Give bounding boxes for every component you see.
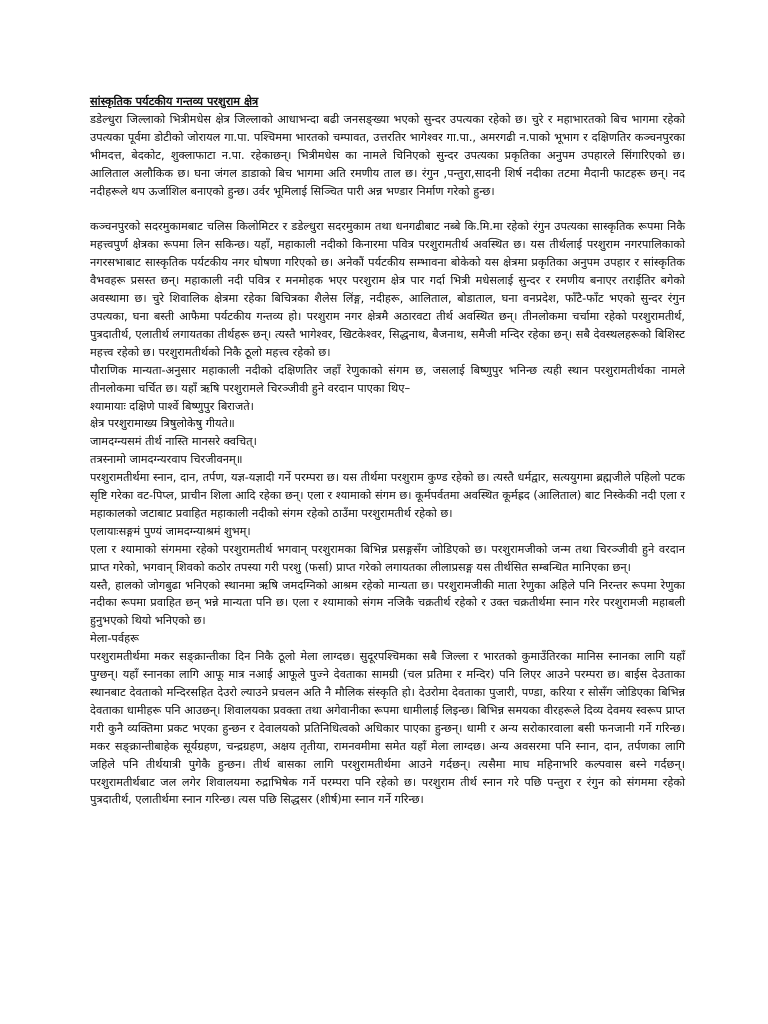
paragraph-rituals: परशुरामतीर्थमा स्नान, दान, तर्पण, यज्ञ-यज्ञादी गर्ने परम्परा छ। यस तीर्थमा परशुराम कुण्ड रहेको छ। त्यस्तै धर्मद्वार, सत्ययुगमा ब्रह्मजीले पहिलो पटक सृष्टि गरेका वट-पिप्ल, प्राचीन शिला आदि रहेका छन्। एला र श्यामाको संगम छ। कूर्मपर्वतमा अवस्थित कूर्मह्रद (आलिताल) बाट निस्केकी नदी एला र महाकालको जटाबाट प्रवाहित महाकाली नदीको संगम रहेको ठाउँमा परशुरामतीर्थ रहेको छ। <box>90 471 685 520</box>
verse-line-3: जामदग्न्यसमं तीर्थ नास्ति मानसरे क्वचित्। <box>90 435 257 449</box>
paragraph-gap <box>90 200 685 218</box>
paragraph-fairs: परशुरामतीर्थमा मकर सङ्क्रान्तीका दिन निकै ठूलो मेला लाग्दछ। सुदूरपश्चिमका सबै जिल्ला र भारतको कुमाउँतिरका मानिस स्नानका लागि यहाँ पुग्छन्। यहाँ स्नानका लागि आफू मात्र नआई आफूले पुज्ने देवताका सामग्री (चल प्रतिमा र मन्दिर) पनि लिएर आउने परम्परा छ। बाईस देउताका स्थानबाट देवताको मन्दिरसहित देउरो ल्याउने प्रचलन अति नै मौलिक संस्कृति हो। देउरोमा देवताका पुजारी, पण्डा, करिया र सोसँग जोडिएका बिभिन्न देवताका धामीहरू पनि आउछन्। शिवालयका प्रवक्ता तथा अगेवानीका रूपमा धामीलाई लिइन्छ। बिभिन्न समयका वीरहरूले दिव्य देवमय स्वरूप प्राप्त गरी कुनै व्यक्तिमा प्रकट भएका हुन्छन र देवालयको प्रतिनिधित्वको अधिकार पाएका हुन्छन्। धामी र अन्य सरोकारवाला बसी फनजानी गर्ने गरिन्छ। मकर सङ्क्रान्तीबाहेक सूर्यग्रहण, चन्द्रग्रहण, अक्षय तृतीया, रामनवमीमा समेत यहाँ मेला लाग्दछ। अन्य अवसरमा पनि स्नान, दान, तर्पणका लागि जहिले पनि तीर्थयात्री पुगेकै हुन्छन। तीर्थ बासका लागि परशुरामतीर्थमा आउने गर्दछन्। त्यसैमा माघ महिनाभरि कल्पवास बस्ने गर्दछन्। परशुरामतीर्थबाट जल लगेर शिवालयमा रुद्राभिषेक गर्ने परम्परा पनि रहेको छ। परशुराम तीर्थ स्नान गरे पछि पन्तुरा र रंगुन को संगममा रहेको पुत्रदातीर्थ, एलातीर्थमा स्नान गरिन्छ। त्यस पछि सिद्धसर (शीर्ष)मा स्नान गर्ने गरिन्छ। <box>90 650 685 807</box>
document-body <box>90 93 685 809</box>
verse-sangam: एलायाःसङ्गमं पुण्यं जामदग्न्याश्रमं शुभम्। <box>90 524 251 538</box>
paragraph-sangam: एला र श्यामाको संगममा रहेको परशुरामतीर्थ भगवान् परशुरामका बिभिन्न प्रसङ्गसँग जोडिएको छ। परशुरामजीको जन्म तथा चिरञ्जीवी हुने वरदान प्राप्त गरेको, भगवान् शिवको कठोर तपस्या गरी परशु (फर्सा) प्राप्त गरेको लगायतका लीलाप्रसङ्ग यस तीर्थसित सम्बन्धित मानिएका छन्। <box>90 542 685 574</box>
verse-line-4: तत्रस्नामो जामदग्न्यरवाप चिरजीवनम्॥ <box>90 453 243 467</box>
paragraph-mythology: पौराणिक मान्यता-अनुसार महाकाली नदीको दक्षिणतिर जहाँ रेणुकाको संगम छ, जसलाई बिष्णुपुर भनिन्छ त्यही स्थान परशुरामतीर्थका नामले तीनलोकमा चर्चित छ। यहाँ ऋषि परशुरामले चिरञ्जीवी हुने वरदान पाएका थिए– <box>90 363 685 395</box>
paragraph-location: कञ्चनपुरको सदरमुकामबाट चलिस किलोमिटर र डडेल्धुरा सदरमुकाम तथा धनगढीबाट नब्बे कि.मि.मा रहेको रंगुन उपत्यका सास्कृतिक रूपमा निकै महत्त्वपुर्ण क्षेत्रका रूपमा लिन सकिन्छ। यहाँ, महाकाली नदीको किनारमा पवित्र परशुरामतीर्थ अवस्थित छ। यस तीर्थलाई परशुराम नगरपालिकाको नगरसभाबाट सास्कृतिक पर्यटकीय नगर घोषणा गरिएको छ। अनेकौं पर्यटकीय सम्भावना बोकेको यस क्षेत्रमा प्रकृतिका अनुपम उपहार र सांस्कृतिक वैभवहरू प्रसस्त छन्। महाकाली नदी पवित्र र मनमोहक भएर परशुराम क्षेत्र पार गर्दा भित्री मधेसलाई सुन्दर र रमणीय बनाएर तराईतिर बगेको अवस्थामा छ। चुरे शिवालिक क्षेत्रमा रहेका बिचित्रका शैलेस लिंङ्ग, नदीहरू, आलिताल, बोडाताल, घना वनप्रदेश, फाँटै-फाँट भएको सुन्दर रंगुन उपत्यका, घना बस्ती आफैमा पर्यटकीय गन्तव्य हो। परशुराम नगर क्षेत्रमै अठारवटा तीर्थ अवस्थित छन्। तीनलोकमा चर्चामा रहेको परशुरामतीर्थ, पुत्रदातीर्थ, एलातीर्थ लगायतका तीर्थहरू छन्। त्यस्तै भागेश्वर, खिटकेश्वर, सिद्धनाथ, बैजनाथ, समैजी मन्दिर रहेका छन्। सबै देवस्थलहरूको बिशिस्ट महत्त्व रहेको छ। परशुरामतीर्थको निकै ठूलो महत्त्व रहेको छ। <box>90 220 685 359</box>
document-title: सांस्कृतिक पर्यटकीय गन्तव्य परशुराम क्षेत्र <box>90 95 259 108</box>
paragraph-intro: डडेल्धुरा जिल्लाको भित्रीमधेस क्षेत्र जिल्लाको आधाभन्दा बढी जनसङ्ख्या भएको सुन्दर उपत्यका रहेको छ। चुरे र महाभारतको बिच भागमा रहेको उपत्यका पूर्वमा डोटीको जोरायल गा.पा. पश्चिममा भारतको चम्पावत, उत्तरतिर भागेश्वर गा.पा., अमरगढी न.पाको भूभाग र दक्षिणतिर कञ्चनपुरका भीमदत्त, बेदकोट, शुक्लाफाटा न.पा. रहेकाछन्। भित्रीमधेस का नामले चिनिएको सुन्दर उपत्यका प्रकृतिका अनुपम उपहारले सिंगारिएको छ। आलिताल अलौकिक छ। घना जंगल डाडाको बिच भागमा अति रमणीय ताल छ। रंगुन ,पन्तुरा,सादनी शिर्ष नदीका तटमा मैदानी फाटहरू छन्। नद नदीहरूले थप ऊर्जाशिल बनाएको हुन्छ। उर्वर भूमिलाई सिञ्चित पारी अन्न भण्डार निर्माण गरेको हुन्छ। <box>90 112 685 198</box>
section-heading-fairs: मेला-पर्वहरू <box>90 632 139 646</box>
verse-line-1: श्यामायाः दक्षिणे पार्श्वे बिष्णुपुर बिराजते। <box>90 399 254 413</box>
verse-line-2: क्षेत्र परशुरामाख्य त्रिषुलोकेषु गीयते॥ <box>90 417 235 431</box>
paragraph-ashram: यस्तै, हालको जोगबुढा भनिएको स्थानमा ऋषि जमदग्निको आश्रम रहेको मान्यता छ। परशुरामजीकी माता रेणुका अहिले पनि निरन्तर रूपमा रेणुका नदीका रूपमा प्रवाहित छन् भन्ने मान्यता पनि छ। एला र श्यामाको संगम नजिकै चक्रतीर्थ रहेको र उक्त चक्रतीर्थमा स्नान गरेर परशुरामजी महाबली हुनुभएको थियो भनिएको छ। <box>90 578 685 628</box>
